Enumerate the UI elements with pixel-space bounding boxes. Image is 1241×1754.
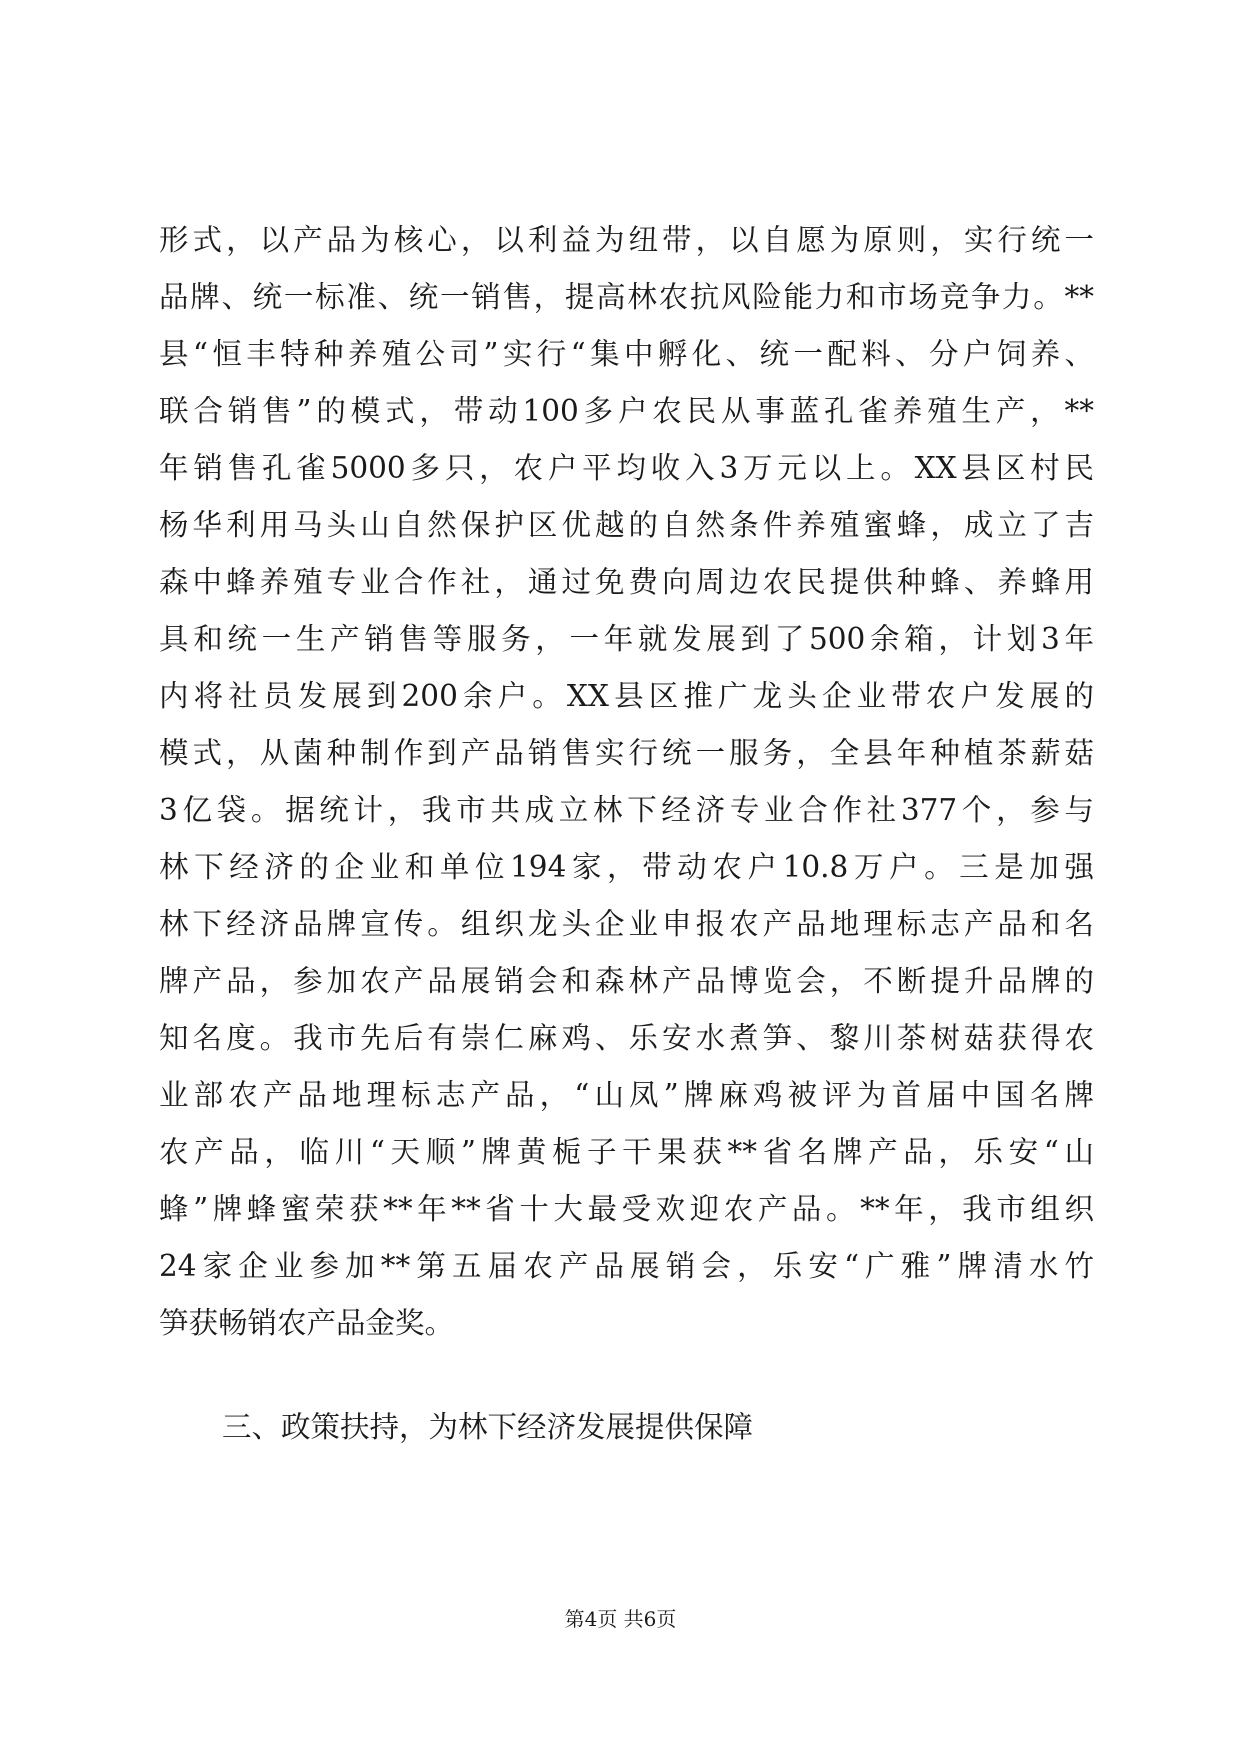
paragraph-line: 林下经济品牌宣传。组织龙头企业申报农产品地理标志产品和名 bbox=[159, 907, 1094, 941]
paragraph-line: 24家企业参加**第五届农产品展销会，乐安“广雅”牌清水竹 bbox=[159, 1249, 1094, 1283]
paragraph-line: 牌产品，参加农产品展销会和森林产品博览会，不断提升品牌的 bbox=[159, 964, 1094, 998]
paragraph-line: 森中蜂养殖专业合作社，通过免费向周边农民提供种蜂、养蜂用 bbox=[159, 565, 1094, 599]
paragraph-line: 知名度。我市先后有崇仁麻鸡、乐安水煮笋、黎川茶树菇获得农 bbox=[159, 1021, 1094, 1055]
paragraph-line: 林下经济的企业和单位194家，带动农户10.8万户。三是加强 bbox=[159, 850, 1094, 884]
paragraph-line: 杨华利用马头山自然保护区优越的自然条件养殖蜜蜂，成立了吉 bbox=[159, 508, 1094, 542]
paragraph-line: 业部农产品地理标志产品，“山凤”牌麻鸡被评为首届中国名牌 bbox=[159, 1078, 1094, 1112]
paragraph-line: 内将社员发展到200余户。XX县区推广龙头企业带农户发展的 bbox=[159, 679, 1094, 713]
paragraph-line: 农产品，临川“天顺”牌黄栀子干果获**省名牌产品，乐安“山 bbox=[159, 1135, 1094, 1169]
paragraph-line: 年销售孔雀5000多只，农户平均收入3万元以上。XX县区村民 bbox=[159, 451, 1094, 485]
paragraph-line: 品牌、统一标准、统一销售，提高林农抗风险能力和市场竞争力。** bbox=[159, 280, 1094, 314]
paragraph-line: 具和统一生产销售等服务，一年就发展到了500余箱，计划3年 bbox=[159, 622, 1094, 656]
paragraph-line: 县“恒丰特种养殖公司”实行“集中孵化、统一配料、分户饲养、 bbox=[159, 337, 1094, 371]
paragraph-line: 模式，从菌种制作到产品销售实行统一服务，全县年种植茶薪菇 bbox=[159, 736, 1094, 770]
paragraph-line: 形式，以产品为核心，以利益为纽带，以自愿为原则，实行统一 bbox=[159, 223, 1094, 257]
paragraph-line: 笋获畅销农产品金奖。 bbox=[159, 1306, 455, 1340]
page-footer: 第4页 共6页 bbox=[564, 1607, 677, 1631]
paragraph-line: 联合销售”的模式，带动100多户农民从事蓝孔雀养殖生产，** bbox=[159, 394, 1094, 428]
body-paragraph bbox=[159, 212, 1094, 1352]
paragraph-line: 3亿袋。据统计，我市共成立林下经济专业合作社377个，参与 bbox=[159, 793, 1094, 827]
paragraph-line: 蜂”牌蜂蜜荣获**年**省十大最受欢迎农产品。**年，我市组织 bbox=[159, 1192, 1094, 1226]
section-heading: 三、政策扶持，为林下经济发展提供保障 bbox=[222, 1410, 754, 1444]
